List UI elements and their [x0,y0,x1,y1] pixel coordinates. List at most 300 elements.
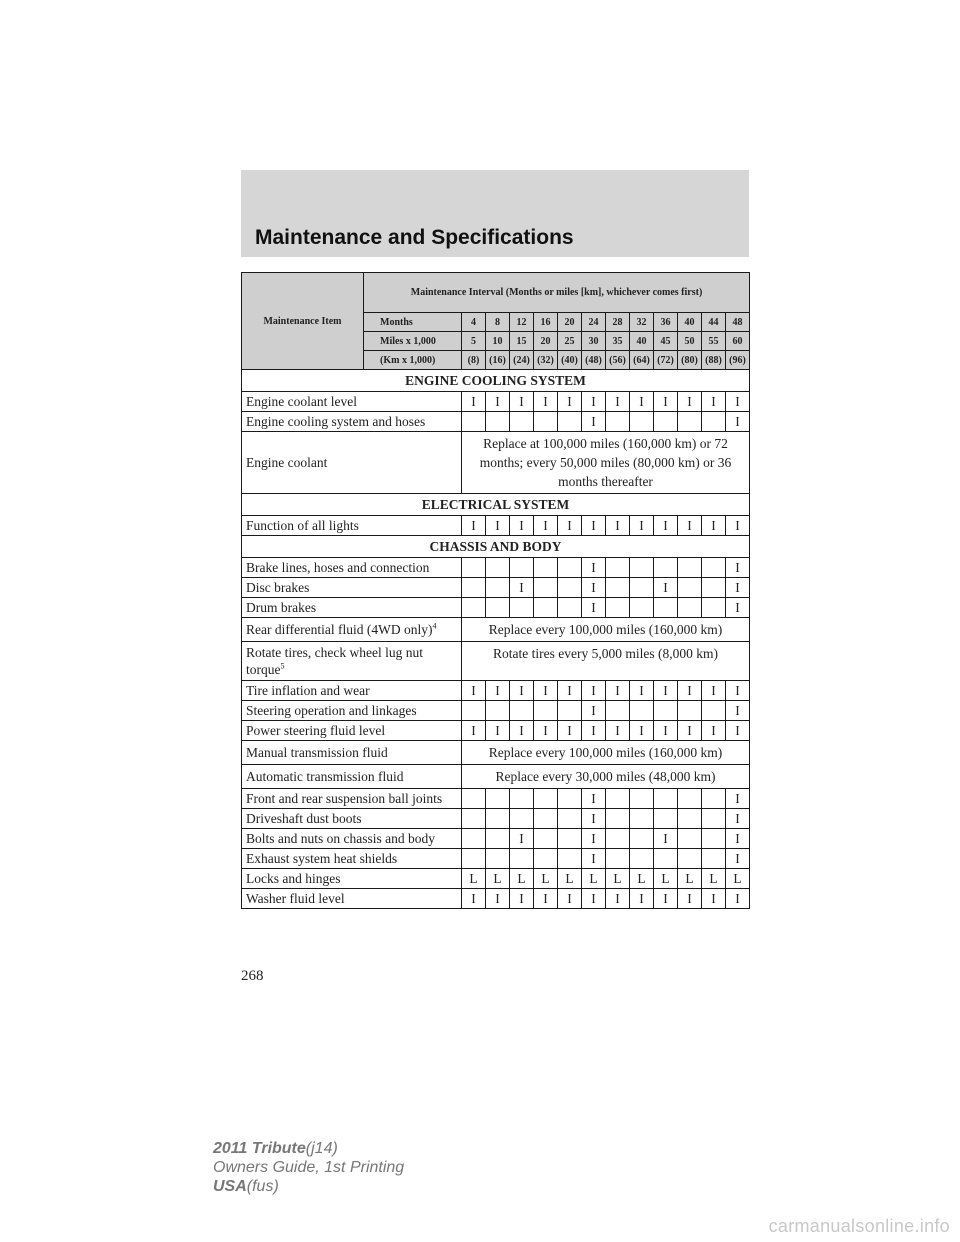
interval-cell: I [726,598,750,618]
maintenance-item [242,809,462,829]
interval-cell: I [678,392,702,412]
interval-cell: I [726,809,750,829]
maintenance-item-label: Manual transmission fluid [246,745,388,760]
interval-value: (32) [534,351,558,370]
table-row [242,809,750,829]
interval-value: 40 [630,332,654,351]
interval-cell: I [582,392,606,412]
table-row [242,721,750,741]
interval-cell: I [510,681,534,701]
interval-value: 44 [702,313,726,332]
maintenance-item-label: Locks and hinges [246,871,341,886]
interval-cell [654,598,678,618]
maintenance-item [242,516,462,536]
interval-value: 35 [606,332,630,351]
table-row [242,618,750,642]
interval-cell [702,809,726,829]
interval-value: 16 [534,313,558,332]
interval-cell [462,598,486,618]
interval-value: (24) [510,351,534,370]
interval-value: 48 [726,313,750,332]
interval-cell [534,849,558,869]
interval-cell: I [726,578,750,598]
table-row [242,392,750,412]
interval-cell [510,701,534,721]
interval-cell [606,789,630,809]
interval-cell: I [534,889,558,909]
interval-cell [702,701,726,721]
interval-value: (40) [558,351,582,370]
interval-value: 4 [462,313,486,332]
interval-cell: I [582,701,606,721]
interval-cell [630,701,654,721]
footnote-marker: 4 [432,621,437,631]
table-row [242,642,750,681]
interval-cell: I [726,392,750,412]
interval-cell: I [630,516,654,536]
interval-cell: I [582,721,606,741]
interval-cell [630,578,654,598]
interval-cell [678,829,702,849]
interval-cell: I [726,516,750,536]
interval-cell [606,578,630,598]
interval-cell [462,412,486,432]
interval-value: (16) [486,351,510,370]
interval-cell [486,849,510,869]
interval-row-label: Months [364,313,462,332]
interval-cell: I [678,516,702,536]
interval-cell: I [462,721,486,741]
interval-cell: I [486,392,510,412]
maintenance-item [242,889,462,909]
interval-cell [678,558,702,578]
interval-cell: I [486,889,510,909]
interval-cell: I [486,721,510,741]
interval-cell: I [678,889,702,909]
interval-cell [558,829,582,849]
interval-note: Rotate tires every 5,000 miles (8,000 km) [462,642,750,681]
interval-cell [678,412,702,432]
interval-cell: I [678,721,702,741]
interval-value: 36 [654,313,678,332]
maintenance-item-label: Drum brakes [246,600,317,615]
maintenance-item [242,765,462,789]
interval-cell: I [558,721,582,741]
interval-cell [558,701,582,721]
interval-cell [462,578,486,598]
interval-cell: I [582,598,606,618]
section-title: CHASSIS AND BODY [242,536,750,558]
interval-cell [678,701,702,721]
interval-value: 20 [534,332,558,351]
table-row [242,741,750,765]
interval-value: 28 [606,313,630,332]
document-footer [213,1139,404,1196]
interval-cell [486,412,510,432]
interval-cell [486,578,510,598]
interval-cell [606,598,630,618]
interval-cell [486,789,510,809]
interval-cell [486,598,510,618]
interval-cell: I [558,681,582,701]
interval-cell: I [630,721,654,741]
interval-cell: I [462,681,486,701]
interval-cell: L [558,869,582,889]
interval-cell: I [558,516,582,536]
interval-cell [510,809,534,829]
interval-cell: I [534,681,558,701]
maintenance-item-label: Engine coolant [246,455,328,470]
interval-cell [510,412,534,432]
interval-value: 40 [678,313,702,332]
interval-header: Maintenance Interval (Months or miles [km], whichever comes first) [364,273,750,313]
maintenance-item [242,642,462,681]
maintenance-item-label: Engine cooling system and hoses [246,414,426,429]
interval-cell [462,809,486,829]
interval-cell [606,829,630,849]
interval-cell: I [534,516,558,536]
interval-cell [534,412,558,432]
table-row [242,516,750,536]
maintenance-item [242,701,462,721]
section-title: ENGINE COOLING SYSTEM [242,370,750,392]
table-row [242,598,750,618]
interval-cell [486,809,510,829]
table-row [242,849,750,869]
interval-value: 8 [486,313,510,332]
interval-value: 60 [726,332,750,351]
maintenance-item-label: Disc brakes [246,580,310,595]
interval-cell: I [462,889,486,909]
interval-cell [510,849,534,869]
interval-cell [606,412,630,432]
interval-cell [678,598,702,618]
interval-cell: I [726,701,750,721]
interval-cell [702,829,726,849]
interval-cell [558,412,582,432]
maintenance-item-label: Function of all lights [246,518,359,533]
maintenance-schedule-table [241,272,750,909]
page-title: Maintenance and Specifications [255,226,574,249]
table-row [242,578,750,598]
maintenance-item-label: Exhaust system heat shields [246,851,398,866]
interval-cell: I [726,721,750,741]
maintenance-item-label: Driveshaft dust boots [246,811,362,826]
maintenance-item [242,741,462,765]
interval-cell [702,789,726,809]
interval-cell [654,789,678,809]
interval-cell: L [654,869,678,889]
maintenance-item-label: Rear differential fluid (4WD only) [246,622,433,637]
interval-cell: L [534,869,558,889]
interval-value: 20 [558,313,582,332]
interval-value: (8) [462,351,486,370]
interval-value: (56) [606,351,630,370]
interval-value: (64) [630,351,654,370]
interval-value: 25 [558,332,582,351]
interval-cell [702,598,726,618]
interval-cell: I [606,721,630,741]
interval-cell: I [630,392,654,412]
interval-cell: I [582,789,606,809]
maintenance-item [242,432,462,494]
maintenance-item-label: Brake lines, hoses and connection [246,560,430,575]
interval-cell [630,829,654,849]
interval-cell: L [678,869,702,889]
maintenance-item-label: Bolts and nuts on chassis and body [246,831,435,846]
interval-cell: I [534,721,558,741]
interval-cell [558,558,582,578]
interval-row-label: (Km x 1,000) [364,351,462,370]
interval-value: 45 [654,332,678,351]
table-row [242,829,750,849]
interval-cell: I [702,392,726,412]
interval-cell: I [510,516,534,536]
table-row [242,789,750,809]
interval-cell [630,558,654,578]
interval-cell [678,849,702,869]
interval-cell: I [510,392,534,412]
interval-cell: L [606,869,630,889]
interval-cell: I [606,516,630,536]
interval-cell [702,578,726,598]
interval-cell [702,412,726,432]
interval-cell: L [630,869,654,889]
maintenance-item [242,869,462,889]
interval-cell [630,849,654,869]
interval-value: (48) [582,351,606,370]
interval-cell: I [654,681,678,701]
maintenance-item [242,392,462,412]
interval-cell: L [702,869,726,889]
footer-region-code: (fus) [246,1178,279,1195]
section-row [242,370,750,392]
interval-cell: I [630,889,654,909]
interval-value: 55 [702,332,726,351]
maintenance-item-label: Front and rear suspension ball joints [246,791,443,806]
interval-cell [510,789,534,809]
interval-cell [558,578,582,598]
maintenance-item [242,618,462,642]
interval-cell: I [510,578,534,598]
interval-cell [486,829,510,849]
maintenance-item [242,578,462,598]
interval-cell [462,849,486,869]
interval-note: Replace every 30,000 miles (48,000 km) [462,765,750,789]
maintenance-item-label: Engine coolant level [246,394,357,409]
interval-cell: L [462,869,486,889]
interval-cell [606,701,630,721]
interval-cell: I [510,889,534,909]
interval-cell: I [630,681,654,701]
table-row [242,889,750,909]
interval-cell [486,701,510,721]
interval-value: 12 [510,313,534,332]
interval-cell [558,789,582,809]
interval-value: 24 [582,313,606,332]
interval-cell [534,701,558,721]
interval-value: 30 [582,332,606,351]
interval-cell: I [582,849,606,869]
interval-cell: I [654,516,678,536]
interval-cell [654,558,678,578]
maintenance-item-label: Automatic transmission fluid [246,769,404,784]
interval-value: (72) [654,351,678,370]
interval-cell: L [486,869,510,889]
interval-cell [654,701,678,721]
interval-cell: I [654,392,678,412]
interval-cell: I [582,516,606,536]
interval-cell: I [726,412,750,432]
table-row [242,558,750,578]
footer-printing: Owners Guide, 1st Printing [213,1159,405,1176]
interval-value: 5 [462,332,486,351]
interval-cell [630,809,654,829]
interval-cell [534,598,558,618]
interval-cell: I [726,558,750,578]
interval-cell: I [726,829,750,849]
interval-cell: I [726,889,750,909]
interval-cell: I [534,392,558,412]
interval-cell [654,809,678,829]
interval-cell: I [582,558,606,578]
table-row [242,869,750,889]
table-row [242,412,750,432]
interval-cell: I [702,681,726,701]
interval-cell: I [702,721,726,741]
interval-cell: I [486,516,510,536]
interval-cell [486,558,510,578]
maintenance-item-label: Tire inflation and wear [246,683,370,698]
interval-cell [462,701,486,721]
interval-cell: I [654,829,678,849]
interval-value: (96) [726,351,750,370]
interval-cell: I [462,516,486,536]
interval-value: (88) [702,351,726,370]
maintenance-item [242,849,462,869]
watermark: carmanualsonline.info [768,1216,950,1236]
interval-cell: I [510,829,534,849]
interval-cell [462,789,486,809]
maintenance-item [242,598,462,618]
maintenance-item [242,789,462,809]
interval-cell: L [510,869,534,889]
interval-cell: I [582,578,606,598]
interval-cell: L [726,869,750,889]
interval-note: Replace every 100,000 miles (160,000 km) [462,618,750,642]
maintenance-item [242,558,462,578]
table-row [242,681,750,701]
section-row [242,536,750,558]
interval-cell [606,849,630,869]
interval-cell: I [582,681,606,701]
interval-cell: I [558,889,582,909]
interval-cell: I [582,809,606,829]
interval-cell [630,598,654,618]
interval-cell [534,809,558,829]
footer-model: 2011 Tribute [213,1140,306,1157]
footer-region: USA [213,1178,247,1195]
interval-cell: I [558,392,582,412]
interval-cell: I [678,681,702,701]
maintenance-item-label: Power steering fluid level [246,723,386,738]
table-row [242,701,750,721]
interval-cell [534,829,558,849]
interval-cell [630,789,654,809]
interval-cell [558,849,582,869]
maintenance-item-label: Washer fluid level [246,891,345,906]
table-row [242,432,750,494]
interval-cell [558,598,582,618]
interval-value: (80) [678,351,702,370]
interval-note: Replace every 100,000 miles (160,000 km) [462,741,750,765]
interval-cell [534,789,558,809]
interval-cell [654,849,678,869]
interval-cell: L [582,869,606,889]
interval-cell [678,578,702,598]
interval-value: 32 [630,313,654,332]
interval-cell: I [726,681,750,701]
interval-cell: I [606,392,630,412]
interval-cell [678,789,702,809]
interval-cell: I [726,849,750,869]
page-number: 268 [241,968,264,984]
interval-note: Replace at 100,000 miles (160,000 km) or 72 months; every 50,000 miles (80,000 km) or 36 months thereafter [462,432,750,494]
footer-model-code: (j14) [305,1140,338,1157]
section-title: ELECTRICAL SYSTEM [242,494,750,516]
interval-cell: I [606,681,630,701]
section-row [242,494,750,516]
interval-cell [630,412,654,432]
interval-cell: I [606,889,630,909]
maintenance-item-header: Maintenance Item [242,273,364,370]
interval-cell [462,558,486,578]
maintenance-item [242,412,462,432]
interval-cell [558,809,582,829]
interval-cell: I [654,721,678,741]
interval-cell: I [702,889,726,909]
interval-cell: I [726,789,750,809]
maintenance-item [242,721,462,741]
interval-cell: I [462,392,486,412]
maintenance-item [242,829,462,849]
maintenance-item-label: Steering operation and linkages [246,703,417,718]
interval-value: 10 [486,332,510,351]
interval-cell: I [582,412,606,432]
interval-cell [606,809,630,829]
maintenance-item-label: Rotate tires, check wheel lug nut torque [246,645,423,677]
interval-cell: I [582,829,606,849]
interval-cell: I [702,516,726,536]
interval-cell [678,809,702,829]
interval-value: 15 [510,332,534,351]
interval-cell [534,558,558,578]
table-row [242,765,750,789]
interval-cell: I [510,721,534,741]
interval-value: 50 [678,332,702,351]
interval-cell: I [654,578,678,598]
interval-cell: I [654,889,678,909]
interval-cell [702,558,726,578]
maintenance-item [242,681,462,701]
interval-cell [654,412,678,432]
interval-cell [510,558,534,578]
interval-cell [606,558,630,578]
interval-cell [462,829,486,849]
interval-cell [510,598,534,618]
interval-cell [534,578,558,598]
interval-row-label: Miles x 1,000 [364,332,462,351]
